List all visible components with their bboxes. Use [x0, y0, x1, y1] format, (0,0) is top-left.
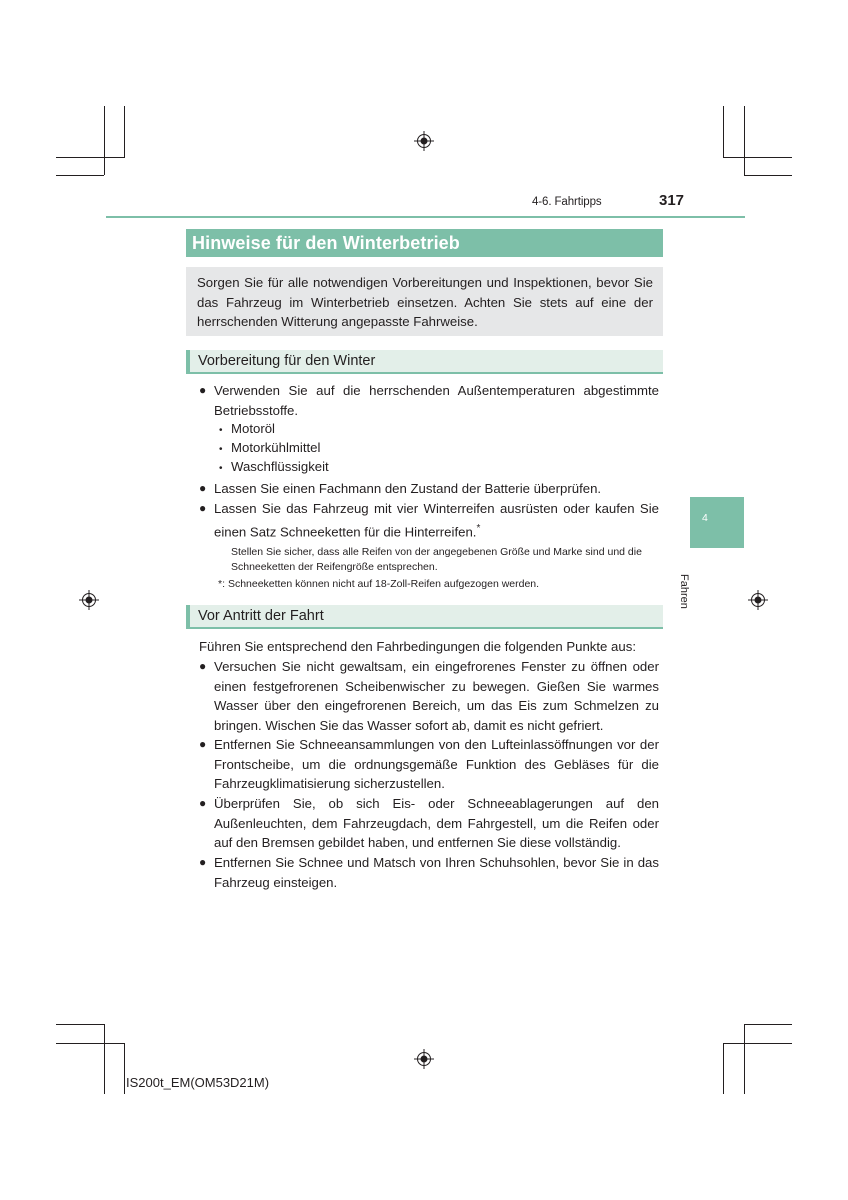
page-title: Hinweise für den Winterbetrieb [186, 229, 663, 257]
crop-mark [723, 1043, 792, 1044]
bullet-item: ● Lassen Sie einen Fachmann den Zustand der Batterie überprüfen. [199, 479, 659, 499]
chapter-tab [690, 497, 744, 548]
sub-list-item: • Motorkühlmittel [219, 440, 321, 455]
section-heading-winter-preparation: Vorbereitung für den Winter [186, 350, 663, 374]
crop-mark [744, 1024, 792, 1025]
crop-mark [104, 106, 105, 175]
registration-mark-icon [414, 131, 434, 151]
chapter-label: Fahren [678, 574, 690, 609]
crop-mark [124, 1043, 125, 1094]
chapter-number: 4 [702, 512, 708, 524]
footnote-text: Schneeketten können nicht auf 18-Zoll-Reifen aufgezogen werden. [227, 578, 540, 590]
note-text: Stellen Sie sicher, dass alle Reifen von der angegebenen Größe und Marke sind und die Schneeketten der Reifengröße entsprechen. [231, 546, 642, 573]
bullet-item: ● Überprüfen Sie, ob sich Eis- oder Schneeablagerungen auf den Außenleuchten, dem Fahrzeugdach, dem Fahrgestell, um die Reifen oder auf den Bremsen gebildet haben, und entfernen Sie diese vollständig. [199, 794, 659, 853]
crop-mark [744, 1024, 745, 1094]
crop-mark [104, 1024, 105, 1094]
page-number: 317 [659, 192, 685, 209]
bullet-item: ● Entfernen Sie Schnee und Matsch von Ihren Schuhsohlen, bevor Sie in das Fahrzeug einsteigen. [199, 853, 659, 892]
bullet-item: ● Versuchen Sie nicht gewaltsam, ein eingefrorenes Fenster zu öffnen oder einen festgefrorenen Scheibenwischer zu bewegen. Gießen Sie warmes Wasser über den eingefrorenen Bereich, um das Eis zum Schmelzen zu bringen. Wischen Sie das Wasser sofort ab, damit es nicht gefriert. [199, 657, 659, 735]
section-label: 4-6. Fahrtipps [532, 196, 602, 208]
section-lead: Führen Sie entsprechend den Fahrbedingungen die folgenden Punkte aus: [199, 639, 636, 654]
footnote [218, 577, 539, 592]
intro-box: Sorgen Sie für alle notwendigen Vorbereitungen und Inspektionen, bevor Sie das Fahrzeug im Winterbetrieb einsetzen. Achten Sie stets auf eine der herrschenden Witterung angepasste Fahrweise. [186, 267, 663, 336]
crop-mark [56, 175, 104, 176]
crop-mark [56, 1043, 125, 1044]
section-heading-before-driving: Vor Antritt der Fahrt [186, 605, 663, 629]
sub-list-item-label: Motoröl [231, 421, 275, 436]
crop-mark [723, 157, 792, 158]
registration-mark-icon [748, 590, 768, 610]
crop-mark [744, 175, 792, 176]
header-divider [106, 216, 745, 218]
sub-list-item-label: Waschflüssigkeit [231, 459, 329, 474]
crop-mark [56, 157, 125, 158]
sub-list-item: • Waschflüssigkeit [219, 459, 329, 474]
crop-mark [744, 106, 745, 175]
bullet-text: Lassen Sie das Fahrzeug mit vier Winterreifen ausrüsten oder kaufen Sie einen Satz Schneeketten für die Hinterreifen. [214, 501, 659, 539]
registration-mark-icon [414, 1049, 434, 1069]
crop-mark [723, 106, 724, 157]
bullet-item: ● Verwenden Sie auf die herrschenden Außentemperaturen abgestimmte Betriebsstoffe. [199, 381, 659, 420]
crop-mark [56, 1024, 104, 1025]
bullet-item [199, 499, 659, 541]
document-code: IS200t_EM(OM53D21M) [126, 1075, 270, 1090]
sub-list-item: • Motoröl [219, 421, 275, 436]
crop-mark [124, 106, 125, 157]
bullet-item: ● Entfernen Sie Schneeansammlungen von den Lufteinlassöffnungen vor der Frontscheibe, um die ordnungsgemäße Funktion des Gebläses für die Fahrzeugklimatisierung sicherzustellen. [199, 735, 659, 794]
footnote-marker: *: [218, 578, 226, 590]
footnote-marker: * [476, 522, 481, 534]
crop-mark [723, 1043, 724, 1094]
registration-mark-icon [79, 590, 99, 610]
sub-list-item-label: Motorkühlmittel [231, 440, 321, 455]
